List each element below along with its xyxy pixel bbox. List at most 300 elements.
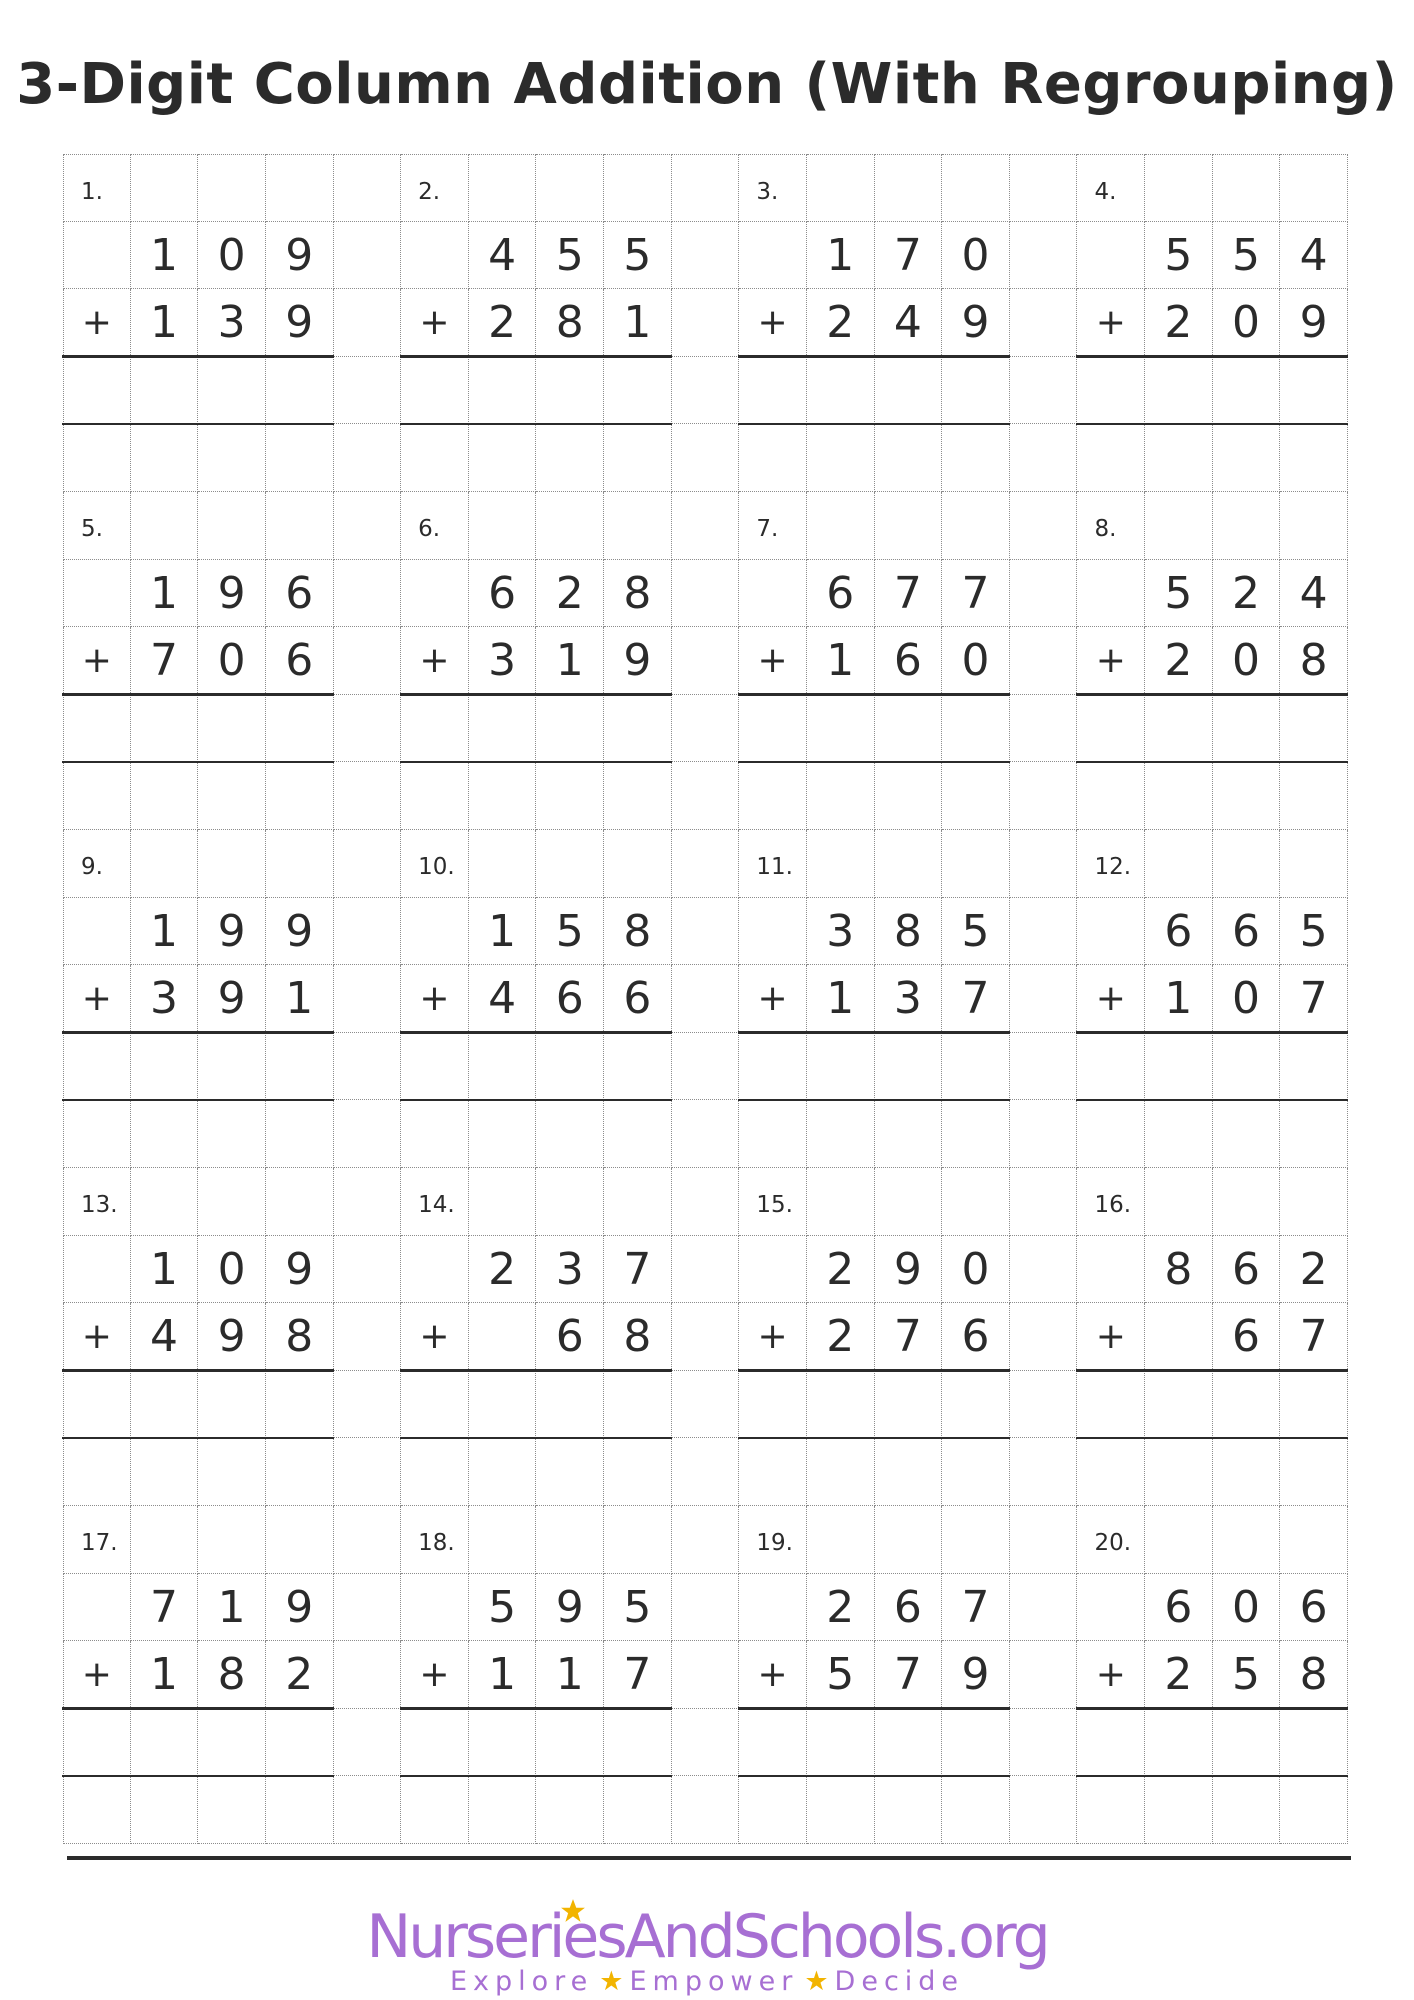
answer-line (62, 1099, 334, 1102)
grid-cell (1010, 1776, 1078, 1844)
addend-digit: 6 (266, 560, 334, 628)
addend-digit: 6 (875, 1574, 943, 1642)
addend-digit: 8 (266, 1303, 334, 1371)
answer-cell (604, 1438, 672, 1506)
grid-cell (401, 222, 469, 290)
answer-cell (536, 357, 604, 425)
answer-cell (401, 1033, 469, 1101)
answer-line (62, 423, 334, 426)
answer-cell (266, 1100, 334, 1168)
tagline-explore: Explore (449, 1966, 594, 1997)
sum-line (400, 1031, 672, 1034)
sum-line (738, 693, 1010, 696)
answer-cell (266, 1371, 334, 1439)
answer-cell (1213, 1776, 1281, 1844)
sum-line (1076, 355, 1348, 358)
plus-sign: + (401, 965, 469, 1033)
answer-cell (469, 762, 537, 830)
addend-digit: 9 (266, 1574, 334, 1642)
grid-cell (1280, 830, 1348, 898)
addend-digit: 0 (198, 222, 266, 290)
answer-cell (401, 762, 469, 830)
answer-line (400, 423, 672, 426)
addend-digit (469, 1303, 537, 1371)
grid-cell (1010, 965, 1078, 1033)
addend-digit: 5 (604, 1574, 672, 1642)
answer-cell (131, 357, 199, 425)
plus-sign: + (1077, 965, 1145, 1033)
grid-cell (672, 424, 740, 492)
answer-cell (198, 1371, 266, 1439)
grid-cell (672, 1371, 740, 1439)
answer-cell (875, 1776, 943, 1844)
grid-cell (604, 492, 672, 560)
star-icon: ★ (599, 1966, 624, 1997)
grid-cell (334, 1371, 402, 1439)
grid-cell (469, 492, 537, 560)
answer-cell (942, 1371, 1010, 1439)
grid-cell (401, 1236, 469, 1304)
addend-digit: 8 (604, 560, 672, 628)
addend-digit: 2 (1280, 1236, 1348, 1304)
answer-cell (469, 1371, 537, 1439)
grid-cell (334, 830, 402, 898)
grid-cell (266, 1168, 334, 1236)
grid-cell (469, 830, 537, 898)
problem-number: 17. (63, 1506, 131, 1574)
addend-digit: 9 (942, 289, 1010, 357)
answer-cell (1145, 1033, 1213, 1101)
answer-cell (807, 1776, 875, 1844)
problem-number: 3. (739, 154, 807, 222)
answer-cell (131, 424, 199, 492)
answer-line (738, 1099, 1010, 1102)
answer-cell (1077, 1438, 1145, 1506)
addend-digit: 0 (1213, 289, 1281, 357)
answer-cell (875, 1033, 943, 1101)
answer-cell (604, 424, 672, 492)
addend-digit: 6 (604, 965, 672, 1033)
addend-digit: 5 (1213, 1641, 1281, 1709)
addend-digit: 1 (131, 560, 199, 628)
grid-cell (1010, 1574, 1078, 1642)
problem-number: 9. (63, 830, 131, 898)
addend-digit: 6 (1213, 1303, 1281, 1371)
grid-cell (942, 154, 1010, 222)
grid-cell (536, 492, 604, 560)
addend-digit: 9 (266, 289, 334, 357)
grid-cell (672, 1641, 740, 1709)
addend-digit: 4 (131, 1303, 199, 1371)
grid-cell (672, 762, 740, 830)
addend-digit: 8 (198, 1641, 266, 1709)
answer-cell (469, 1709, 537, 1777)
answer-cell (536, 1033, 604, 1101)
answer-cell (198, 1033, 266, 1101)
answer-cell (63, 695, 131, 763)
addend-digit: 5 (536, 898, 604, 966)
answer-cell (198, 695, 266, 763)
answer-cell (1213, 1100, 1281, 1168)
problem-number: 6. (401, 492, 469, 560)
addend-digit: 5 (469, 1574, 537, 1642)
addend-digit: 1 (131, 898, 199, 966)
answer-cell (401, 1709, 469, 1777)
sum-line (738, 1031, 1010, 1034)
sum-line (738, 1369, 1010, 1372)
answer-cell (1077, 424, 1145, 492)
grid-cell (334, 762, 402, 830)
answer-cell (739, 1100, 807, 1168)
answer-cell (739, 695, 807, 763)
sum-line (400, 693, 672, 696)
answer-cell (63, 762, 131, 830)
answer-cell (604, 1709, 672, 1777)
problem-number: 12. (1077, 830, 1145, 898)
addend-digit: 7 (875, 222, 943, 290)
addend-digit: 8 (536, 289, 604, 357)
addend-digit: 0 (942, 1236, 1010, 1304)
addend-digit: 2 (807, 289, 875, 357)
answer-cell (739, 1033, 807, 1101)
addend-digit: 9 (198, 965, 266, 1033)
sum-line (400, 355, 672, 358)
logo-text: NurseriesAndSchools.org (366, 1902, 1048, 1972)
answer-cell (401, 357, 469, 425)
addend-digit: 9 (1280, 289, 1348, 357)
plus-sign: + (1077, 627, 1145, 695)
grid-cell (1010, 830, 1078, 898)
grid-cell (198, 1506, 266, 1574)
addend-digit: 3 (875, 965, 943, 1033)
problem-number: 14. (401, 1168, 469, 1236)
grid-cell (1010, 357, 1078, 425)
answer-cell (1213, 1709, 1281, 1777)
answer-cell (875, 695, 943, 763)
grid-cell (604, 1168, 672, 1236)
answer-cell (1280, 1033, 1348, 1101)
answer-line (400, 761, 672, 764)
problem-number: 4. (1077, 154, 1145, 222)
answer-cell (875, 424, 943, 492)
addend-digit: 8 (604, 1303, 672, 1371)
grid-cell (1010, 1303, 1078, 1371)
plus-sign: + (1077, 1641, 1145, 1709)
answer-cell (942, 1033, 1010, 1101)
answer-cell (807, 1371, 875, 1439)
worksheet-grid (63, 154, 1348, 1844)
grid-cell (469, 1506, 537, 1574)
grid-cell (63, 560, 131, 628)
answer-cell (1145, 1100, 1213, 1168)
grid-cell (536, 830, 604, 898)
addend-digit: 7 (131, 627, 199, 695)
sum-line (1076, 1031, 1348, 1034)
answer-cell (469, 1438, 537, 1506)
answer-cell (63, 1371, 131, 1439)
answer-cell (1280, 695, 1348, 763)
answer-cell (1213, 1438, 1281, 1506)
addend-digit: 1 (604, 289, 672, 357)
sum-line (62, 355, 334, 358)
grid-cell (334, 965, 402, 1033)
answer-cell (198, 1100, 266, 1168)
answer-cell (942, 1776, 1010, 1844)
grid-cell (1145, 154, 1213, 222)
plus-sign: + (401, 627, 469, 695)
addend-digit: 4 (1280, 222, 1348, 290)
grid-cell (604, 154, 672, 222)
answer-cell (1280, 1438, 1348, 1506)
addend-digit: 7 (1280, 965, 1348, 1033)
grid-cell (1010, 1709, 1078, 1777)
answer-cell (739, 1438, 807, 1506)
problem-number: 11. (739, 830, 807, 898)
addend-digit: 7 (875, 560, 943, 628)
addend-digit: 1 (469, 898, 537, 966)
addend-digit: 4 (1280, 560, 1348, 628)
addend-digit: 1 (1145, 965, 1213, 1033)
answer-cell (131, 1776, 199, 1844)
addend-digit: 2 (469, 289, 537, 357)
answer-cell (1280, 1100, 1348, 1168)
answer-cell (1145, 762, 1213, 830)
addend-digit: 5 (604, 222, 672, 290)
plus-sign: + (401, 1303, 469, 1371)
answer-cell (604, 695, 672, 763)
answer-cell (875, 1709, 943, 1777)
grid-cell (672, 1100, 740, 1168)
addend-digit: 4 (469, 965, 537, 1033)
grid-cell (198, 830, 266, 898)
grid-cell (266, 830, 334, 898)
answer-cell (401, 695, 469, 763)
grid-cell (1213, 1506, 1281, 1574)
grid-cell (875, 1506, 943, 1574)
plus-sign: + (63, 1303, 131, 1371)
grid-cell (131, 154, 199, 222)
addend-digit: 0 (1213, 627, 1281, 695)
addend-digit: 6 (1145, 898, 1213, 966)
grid-cell (266, 1506, 334, 1574)
answer-cell (739, 1709, 807, 1777)
problem-number: 10. (401, 830, 469, 898)
answer-line (738, 1775, 1010, 1778)
problem-number: 15. (739, 1168, 807, 1236)
answer-cell (469, 357, 537, 425)
addend-digit: 9 (198, 1303, 266, 1371)
answer-line (62, 761, 334, 764)
grid-cell (1010, 898, 1078, 966)
answer-cell (131, 1438, 199, 1506)
addend-digit: 1 (807, 222, 875, 290)
addend-digit: 5 (1213, 222, 1281, 290)
addend-digit: 6 (469, 560, 537, 628)
grid-cell (334, 424, 402, 492)
answer-cell (1145, 357, 1213, 425)
answer-cell (1077, 695, 1145, 763)
answer-cell (266, 1033, 334, 1101)
answer-cell (469, 1100, 537, 1168)
answer-cell (131, 1709, 199, 1777)
grid-cell (807, 492, 875, 560)
grid-cell (334, 1574, 402, 1642)
addend-digit: 3 (469, 627, 537, 695)
grid-cell (1213, 830, 1281, 898)
sum-line (738, 1707, 1010, 1710)
grid-cell (401, 1574, 469, 1642)
sum-line (62, 1707, 334, 1710)
grid-cell (334, 695, 402, 763)
sum-line (400, 1707, 672, 1710)
footer-divider (67, 1856, 1351, 1860)
problem-number: 18. (401, 1506, 469, 1574)
addend-digit: 3 (536, 1236, 604, 1304)
plus-sign: + (739, 1303, 807, 1371)
grid-cell (334, 1641, 402, 1709)
grid-cell (63, 898, 131, 966)
grid-cell (266, 492, 334, 560)
grid-cell (1010, 492, 1078, 560)
grid-cell (672, 1303, 740, 1371)
grid-cell (334, 154, 402, 222)
problem-number: 1. (63, 154, 131, 222)
plus-sign: + (1077, 289, 1145, 357)
grid-cell (334, 1303, 402, 1371)
answer-cell (266, 762, 334, 830)
grid-cell (739, 1574, 807, 1642)
addend-digit: 9 (198, 898, 266, 966)
grid-cell (334, 1236, 402, 1304)
grid-cell (875, 154, 943, 222)
sum-line (1076, 1707, 1348, 1710)
addend-digit: 9 (266, 1236, 334, 1304)
addend-digit: 0 (198, 1236, 266, 1304)
answer-line (62, 1437, 334, 1440)
plus-sign: + (401, 289, 469, 357)
grid-cell (672, 1236, 740, 1304)
answer-cell (266, 424, 334, 492)
addend-digit: 1 (536, 1641, 604, 1709)
answer-cell (1145, 1371, 1213, 1439)
grid-cell (1280, 1506, 1348, 1574)
addend-digit: 8 (604, 898, 672, 966)
addend-digit: 0 (198, 627, 266, 695)
grid-cell (469, 1168, 537, 1236)
addend-digit: 6 (1213, 1236, 1281, 1304)
answer-cell (469, 1776, 537, 1844)
grid-cell (1213, 154, 1281, 222)
grid-cell (1010, 762, 1078, 830)
addend-digit: 5 (536, 222, 604, 290)
grid-cell (334, 492, 402, 560)
grid-cell (672, 1033, 740, 1101)
grid-cell (1077, 1236, 1145, 1304)
plus-sign: + (63, 627, 131, 695)
answer-cell (739, 1776, 807, 1844)
answer-line (400, 1099, 672, 1102)
answer-cell (739, 1371, 807, 1439)
problem-number: 7. (739, 492, 807, 560)
answer-cell (1280, 1371, 1348, 1439)
answer-cell (739, 762, 807, 830)
answer-cell (401, 1100, 469, 1168)
answer-cell (1213, 357, 1281, 425)
addend-digit: 6 (1213, 898, 1281, 966)
tagline-empower: Empower (629, 1966, 799, 1997)
addend-digit: 2 (536, 560, 604, 628)
answer-cell (536, 1776, 604, 1844)
addend-digit: 8 (1280, 1641, 1348, 1709)
answer-cell (942, 1438, 1010, 1506)
grid-cell (672, 492, 740, 560)
grid-cell (401, 898, 469, 966)
answer-cell (942, 762, 1010, 830)
grid-cell (1280, 154, 1348, 222)
grid-cell (1077, 1574, 1145, 1642)
addend-digit: 7 (604, 1641, 672, 1709)
answer-cell (198, 357, 266, 425)
addend-digit: 1 (807, 965, 875, 1033)
answer-cell (807, 1033, 875, 1101)
grid-cell (875, 492, 943, 560)
grid-cell (334, 357, 402, 425)
grid-cell (875, 830, 943, 898)
answer-cell (604, 1371, 672, 1439)
answer-line (400, 1437, 672, 1440)
answer-cell (401, 1776, 469, 1844)
grid-cell (1077, 898, 1145, 966)
answer-cell (131, 762, 199, 830)
addend-digit: 0 (942, 222, 1010, 290)
page-title: 3-Digit Column Addition (With Regrouping) (16, 52, 1398, 117)
grid-cell (672, 1574, 740, 1642)
answer-cell (1145, 1709, 1213, 1777)
answer-line (1076, 1437, 1348, 1440)
answer-cell (198, 1709, 266, 1777)
grid-cell (807, 830, 875, 898)
answer-cell (401, 1371, 469, 1439)
answer-cell (131, 1033, 199, 1101)
plus-sign: + (739, 627, 807, 695)
addend-digit: 6 (536, 965, 604, 1033)
grid-cell (604, 1506, 672, 1574)
grid-cell (739, 898, 807, 966)
answer-cell (1077, 1100, 1145, 1168)
addend-digit: 9 (875, 1236, 943, 1304)
grid-cell (1010, 1641, 1078, 1709)
answer-cell (469, 1033, 537, 1101)
answer-cell (1280, 762, 1348, 830)
answer-cell (1145, 1438, 1213, 1506)
grid-cell (942, 1168, 1010, 1236)
grid-cell (672, 965, 740, 1033)
answer-line (1076, 423, 1348, 426)
answer-cell (942, 357, 1010, 425)
addend-digit: 0 (1213, 1574, 1281, 1642)
addend-digit: 1 (807, 627, 875, 695)
addend-digit: 1 (198, 1574, 266, 1642)
answer-cell (536, 1371, 604, 1439)
answer-line (738, 761, 1010, 764)
addend-digit: 9 (266, 898, 334, 966)
answer-cell (266, 1438, 334, 1506)
addend-digit: 2 (266, 1641, 334, 1709)
grid-cell (1280, 1168, 1348, 1236)
grid-cell (1010, 560, 1078, 628)
plus-sign: + (739, 289, 807, 357)
answer-cell (807, 1438, 875, 1506)
